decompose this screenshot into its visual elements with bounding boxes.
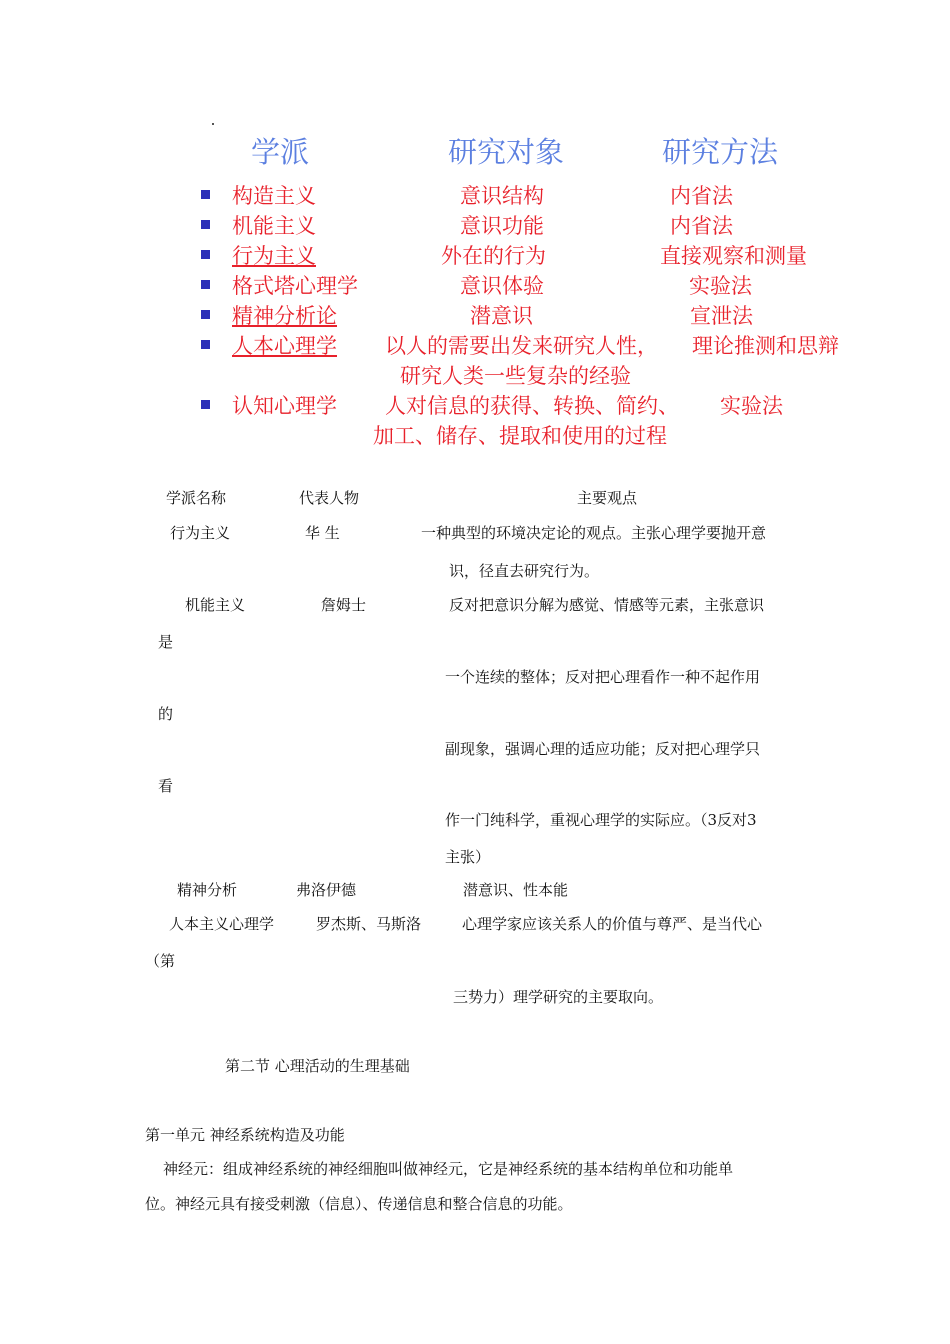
bullet-icon — [201, 190, 210, 199]
row-school: 机能主义 — [232, 214, 316, 238]
row-school: 格式塔心理学 — [232, 274, 358, 298]
view-text: 副现象，强调心理的适应功能；反对把心理学只 — [445, 740, 761, 758]
view-text-wrap: （第 — [145, 952, 176, 970]
section-title: 第二节 心理活动的生理基础 — [225, 1057, 410, 1075]
bullet-icon — [201, 220, 210, 229]
row-object: 潜意识 — [470, 304, 533, 328]
header-object: 研究对象 — [448, 135, 565, 169]
representative: 华 生 — [305, 524, 340, 542]
row-method: 宣泄法 — [690, 304, 753, 328]
row-method: 内省法 — [670, 214, 733, 238]
view-text-wrap: 的 — [158, 705, 174, 723]
row-object: 人对信息的获得、转换、简约、 — [385, 394, 679, 418]
row-school: 构造主义 — [232, 184, 316, 208]
row-object: 意识结构 — [460, 184, 544, 208]
view-text: 一种典型的环境决定论的观点。主张心理学要抛开意 — [421, 524, 767, 542]
view-text: 心理学家应该关系人的价值与尊严、是当代心 — [462, 915, 763, 933]
row-method: 实验法 — [689, 274, 752, 298]
view-text: 反对把意识分解为感觉、情感等元素，主张意识 — [449, 596, 765, 614]
bullet-icon — [201, 280, 210, 289]
representative: 罗杰斯、马斯洛 — [316, 915, 422, 933]
col-header-name: 学派名称 — [166, 489, 227, 507]
row-school: 人本心理学 — [232, 334, 337, 358]
view-text-wrap: 是 — [158, 633, 174, 651]
view-text-wrap: 看 — [158, 777, 174, 795]
paragraph-line: 位。神经元具有接受刺激（信息）、传递信息和整合信息的功能。 — [145, 1195, 573, 1213]
row-school: 精神分析论 — [232, 304, 337, 328]
view-text: 识，径直去研究行为。 — [449, 562, 600, 580]
col-header-view: 主要观点 — [577, 489, 638, 507]
representative: 弗洛伊德 — [296, 881, 357, 899]
row-method: 理论推测和思辩 — [692, 334, 839, 358]
row-object: 外在的行为 — [441, 244, 546, 268]
row-method: 内省法 — [670, 184, 733, 208]
school-name: 精神分析 — [177, 881, 238, 899]
row-school: 认知心理学 — [232, 394, 337, 418]
unit-title: 第一单元 神经系统构造及功能 — [145, 1126, 345, 1144]
row-object-cont: 加工、储存、提取和使用的过程 — [373, 424, 667, 448]
row-school: 行为主义 — [232, 244, 316, 268]
view-text: 三势力）理学研究的主要取向。 — [453, 988, 664, 1006]
col-header-person: 代表人物 — [299, 489, 360, 507]
row-method: 直接观察和测量 — [660, 244, 807, 268]
school-name: 人本主义心理学 — [169, 915, 275, 933]
view-text: 主张） — [445, 848, 491, 866]
row-method: 实验法 — [720, 394, 783, 418]
bullet-icon — [201, 340, 210, 349]
row-object: 意识功能 — [460, 214, 544, 238]
row-object: 以人的需要出发来研究人性， — [385, 334, 658, 358]
row-object-cont: 研究人类一些复杂的经验 — [400, 364, 631, 388]
bullet-icon — [201, 310, 210, 319]
representative: 詹姆士 — [321, 596, 367, 614]
bullet-icon — [201, 400, 210, 409]
row-object: 意识体验 — [460, 274, 544, 298]
school-name: 行为主义 — [170, 524, 231, 542]
header-school: 学派 — [251, 135, 310, 169]
view-text: 作一门纯科学，重视心理学的实际应。（3反对3 — [445, 811, 757, 829]
school-name: 机能主义 — [185, 596, 246, 614]
slide-mark — [212, 123, 214, 125]
view-text: 一个连续的整体；反对把心理看作一种不起作用 — [445, 668, 761, 686]
bullet-icon — [201, 250, 210, 259]
paragraph-line: 神经元：组成神经系统的神经细胞叫做神经元，它是神经系统的基本结构单位和功能单 — [163, 1160, 734, 1178]
header-method: 研究方法 — [662, 135, 779, 169]
view-text: 潜意识、性本能 — [463, 881, 569, 899]
